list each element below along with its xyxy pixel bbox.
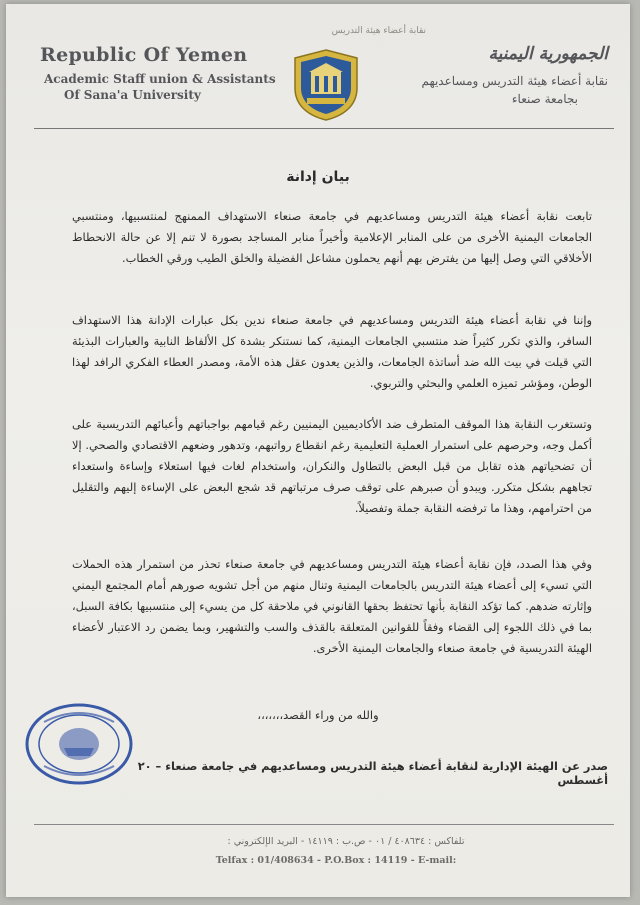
footer-contact-arabic: تلفاكس : ٤٠٨٦٣٤ / ٠١ - ص.ب : ١٤١١٩ - البريد الإلكتروني :	[227, 836, 465, 847]
footer-divider	[34, 824, 614, 825]
header-en-country: Republic Of Yemen	[40, 44, 248, 66]
official-stamp-icon	[24, 702, 134, 786]
paragraph-3: وتستغرب النقابة هذا الموقف المتطرف ضد الأكاديميين اليمنيين رغم قيامهم بواجباتهم وأعبائهم التدريسية على أكمل وجه، وحرصهم على استمرار العملية التعليمية رغم انقطاع رواتبهم، وتدهور وضعهم الاقتصادي والصحي. إلا أن تضحياتهم هذه تقابل من قبل البعض بالتطاول والنكران، واستخدام لغات فيها استعلاء وإساءة واستعداء تجاههم بشكل متكرر. ويبدو أن صبرهم على توقف صرف مرتباتهم قد شجع البعض على الإساءة إليهم والتقليل من احترامهم، وهذا ما ترفضه النقابة جملة وتفصيلاً.	[72, 417, 592, 515]
header-ar-country: الجمهورية اليمنية	[488, 44, 608, 64]
footer-contact-english: Telfax : 01/408634 - P.O.Box : 14119 - E-mail:	[215, 855, 457, 866]
issued-by-line: صدر عن الهيئة الإدارية لنقابة أعضاء هيئة التدريس ومساعديهم في جامعة صنعاء – ٢٠ أغسطس	[137, 759, 608, 787]
document-title: بيان إدانة	[286, 169, 350, 185]
header-ar-university: بجامعة صنعاء	[511, 92, 578, 106]
header-english	[40, 44, 280, 102]
header-arabic	[398, 44, 608, 106]
paragraph-2: وإننا في نقابة أعضاء هيئة التدريس ومساعديهم في جامعة صنعاء ندين بكل عبارات الإدانة هذا الاستهداف السافر، والذي تكرر كثيراً ضد منتسبي الجامعات اليمنية، كما نستنكر بشدة كل الألفاظ النابية والعبارات البذيئة التي قيلت في بيت الله ضد أساتذة الجامعات، والذين يعدون عقل هذه الأمة، ومصدر العطاء الفكري الرافد لهذا الوطن، ومؤشر تميزه العلمي والبحثي والتربوي.	[72, 313, 592, 390]
university-emblem-icon	[291, 48, 361, 122]
header-en-university: Of Sana'a University	[64, 88, 201, 102]
closing-line: والله من وراء القصد،،،،،،،	[257, 708, 379, 722]
paragraph-4: وفي هذا الصدد، فإن نقابة أعضاء هيئة التدريس ومساعديهم في جامعة صنعاء تحذر من استمرار هذه الحملات التي تسيء إلى أعضاء هيئة التدريس بالجامعات اليمنية وتنال منهم من أجل تشويه صورهم أمام المجتمع اليمني وإثارته ضدهم. كما تؤكد النقابة بأنها تحتفظ بحقها القانوني في ملاحقة كل من يسيء إلى منتسبيها بكافة السبل، بما في ذلك اللجوء إلى القضاء وفقاً للقوانين المتعلقة بالقذف والسب والتشهير، وبما يضمن رد الاعتبار لأعضاء الهيئة التدريسية في جامعة صنعاء والجامعات اليمنية الأخرى.	[72, 557, 592, 655]
header-ar-union: نقابة أعضاء هيئة التدريس ومساعديهم	[421, 74, 608, 88]
document-sheet	[6, 4, 630, 897]
header-top-strip: نقابة أعضاء هيئة التدريس	[331, 26, 426, 36]
header-divider	[34, 128, 614, 129]
paragraph-1: تابعت نقابة أعضاء هيئة التدريس ومساعديهم في جامعة صنعاء الاستهداف الممنهج لمنتسبيها، ومنتسبي الجامعات اليمنية الأخرى من على المنابر الإعلامية وأخيراً منابر المساجد بصورة لا تنم إلا عن حالة الانحطاط الأخلاقي التي وصل إليها من يفترض بهم أنهم يحملون مشاعل الفضيلة والخلق الطيب ورقي الخطاب.	[72, 209, 592, 265]
header-en-union: Academic Staff union & Assistants	[44, 72, 276, 86]
